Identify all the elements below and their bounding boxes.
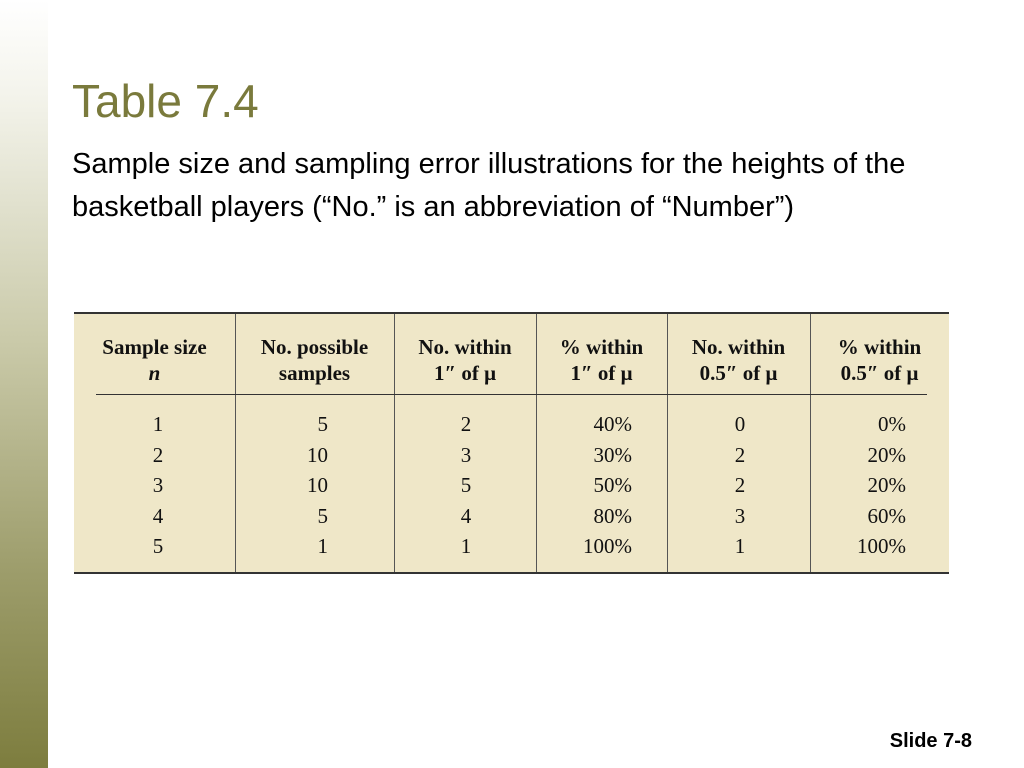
header-line: No. within [691,335,786,359]
header-line: No. within [418,335,512,359]
table-cell: 0 [734,412,746,436]
slide-number: Slide 7-8 [889,730,972,752]
table-cell: 2 [152,442,164,467]
header-line: No. possible [260,335,369,359]
table-cell: 80% [593,503,632,528]
table-cell: 3 [152,473,164,497]
header-no-within-1 [394,334,536,386]
table-cell: 2 [734,473,746,497]
column-sample-size [138,409,178,562]
column-no-within-1 [446,409,486,562]
table-cell: 60% [867,503,906,528]
table-cell: 30% [593,442,632,467]
header-line: 1″ of μ [570,361,633,385]
header-line: 0.5″ of μ [840,361,919,385]
table-cell: 100% [857,534,906,558]
column-pct-within-0-5 [834,409,906,562]
data-table [74,312,949,574]
table-cell: 1 [317,534,328,558]
table-cell: 40% [593,412,632,436]
header-line: samples [278,361,351,385]
header-line: 0.5″ of μ [699,361,778,385]
header-no-within-0-5 [667,334,810,386]
table-cell: 4 [460,503,472,528]
table-cell: 50% [593,473,632,497]
header-line: % within [559,335,644,359]
header-rule [96,394,927,395]
table-cell: 5 [317,412,328,436]
table-cell: 10 [307,442,328,467]
table-cell: 20% [867,442,906,467]
column-no-within-0-5 [720,409,760,562]
table-cell: 10 [307,473,328,497]
table-cell: 5 [317,503,328,528]
header-pct-within-1 [536,334,667,386]
column-pct-within-1 [560,409,632,562]
header-line: 1″ of μ [434,361,496,385]
table-cell: 5 [460,473,472,497]
header-line: n [148,361,161,385]
table-cell: 3 [460,442,472,467]
slide-title: Table 7.4 [72,75,259,127]
table-cell: 0% [878,412,906,436]
table-cell: 5 [152,534,164,558]
table-cell: 1 [152,412,164,436]
table-cell: 100% [583,534,632,558]
table-cell: 2 [734,442,746,467]
table-cell: 20% [867,473,906,497]
header-line: % within [837,335,922,359]
column-possible-samples [288,409,328,562]
table-cell: 1 [734,534,746,558]
table-cell: 4 [152,503,164,528]
side-decoration-bar [0,0,48,768]
header-possible-samples [235,334,394,386]
slide-subtitle: Sample size and sampling error illustrations for the heights of the basketball players (“No.” is an abbreviation of “Number”) [72,148,906,223]
header-line: Sample size [102,335,207,359]
header-pct-within-0-5 [810,334,949,386]
table-cell: 3 [734,503,746,528]
table-cell: 1 [460,534,472,558]
table-cell: 2 [460,412,472,436]
header-sample-size [74,334,235,386]
